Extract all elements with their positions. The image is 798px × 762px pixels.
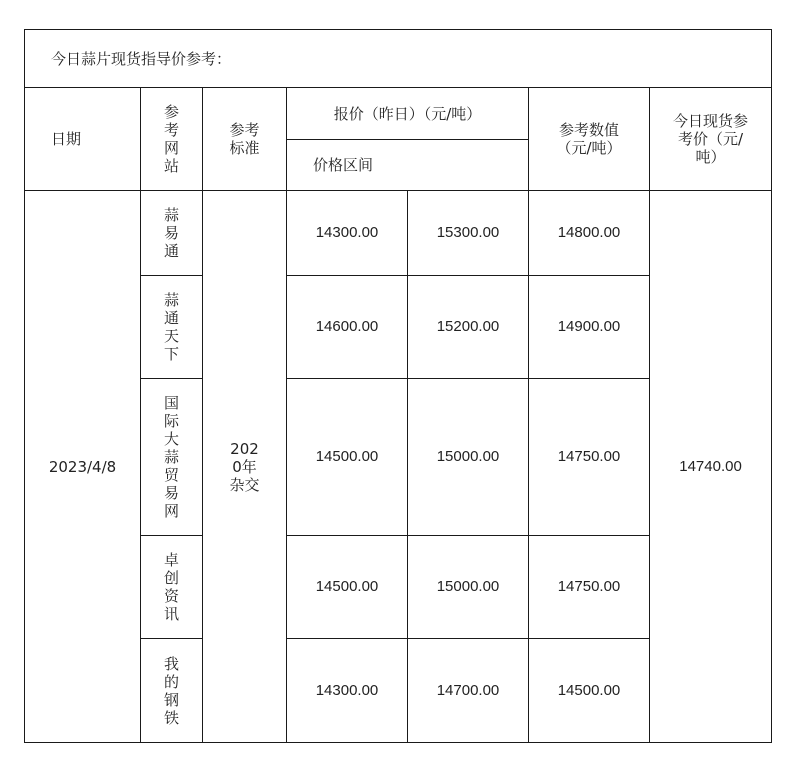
ref-value-cell: 14900.00 (529, 276, 650, 379)
low-price-cell: 14500.00 (287, 379, 408, 536)
site-cell: 我的钢铁 (141, 639, 203, 743)
low-price-cell: 14500.00 (287, 536, 408, 639)
high-price-cell: 15000.00 (408, 536, 529, 639)
header-today-ref: 今日现货参考价（元/吨） (650, 88, 772, 191)
low-price-cell: 14300.00 (287, 191, 408, 276)
header-standard: 参考标准 (203, 88, 287, 191)
date-cell: 2023/4/8 (25, 191, 141, 743)
site-cell: 蒜通天下 (141, 276, 203, 379)
header-site: 参考网站 (141, 88, 203, 191)
high-price-cell: 15000.00 (408, 379, 529, 536)
standard-cell: 2020年杂交 (203, 191, 287, 743)
header-quote: 报价（昨日）（元/吨） (287, 88, 529, 140)
high-price-cell: 15200.00 (408, 276, 529, 379)
header-range: 价格区间 (287, 140, 529, 191)
header-date: 日期 (25, 88, 141, 191)
today-price-cell: 14740.00 (650, 191, 772, 743)
table-row (25, 191, 772, 276)
ref-value-cell: 14500.00 (529, 639, 650, 743)
low-price-cell: 14600.00 (287, 276, 408, 379)
site-cell: 国际大蒜贸易网 (141, 379, 203, 536)
ref-value-cell: 14800.00 (529, 191, 650, 276)
ref-value-cell: 14750.00 (529, 536, 650, 639)
header-ref-value: 参考数值（元/吨） (529, 88, 650, 191)
high-price-cell: 14700.00 (408, 639, 529, 743)
table-title: 今日蒜片现货指导价参考： (25, 30, 772, 88)
site-cell: 卓创资讯 (141, 536, 203, 639)
high-price-cell: 15300.00 (408, 191, 529, 276)
ref-value-cell: 14750.00 (529, 379, 650, 536)
low-price-cell: 14300.00 (287, 639, 408, 743)
site-cell: 蒜易通 (141, 191, 203, 276)
price-table (24, 29, 772, 743)
